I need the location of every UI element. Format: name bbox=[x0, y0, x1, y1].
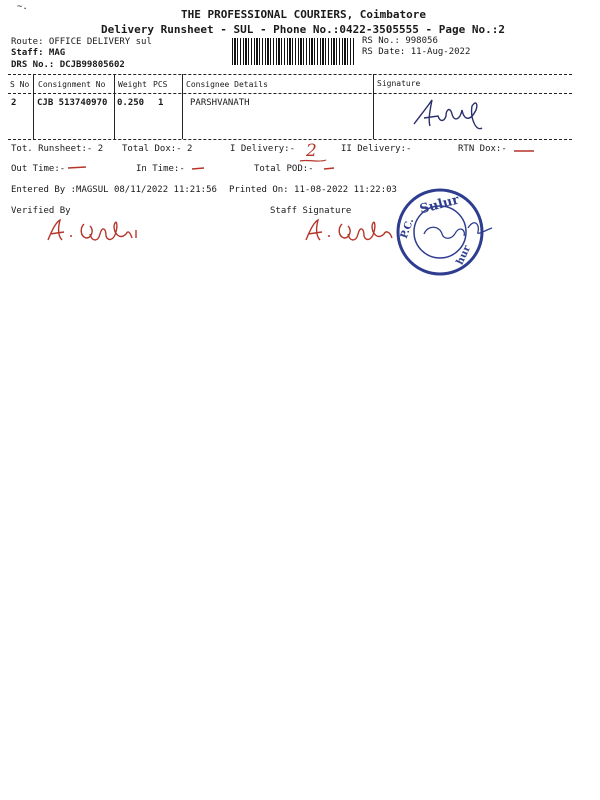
total-runsheet: Tot. Runsheet:- 2 bbox=[11, 144, 104, 154]
row-pcs: 1 bbox=[158, 98, 164, 108]
ii-delivery: II Delivery:- bbox=[341, 144, 412, 154]
i-delivery-value: 2 bbox=[306, 141, 317, 161]
row-consignee: PARSHVANATH bbox=[190, 98, 250, 108]
drs-number: DRS No.: DCJB99805602 bbox=[11, 60, 125, 70]
col-divider bbox=[33, 74, 34, 139]
receiver-signature bbox=[410, 96, 490, 138]
col-header-signature: Signature bbox=[377, 79, 421, 88]
out-time-dash bbox=[66, 165, 88, 171]
barcode bbox=[232, 38, 354, 65]
row-sno: 2 bbox=[11, 98, 17, 108]
entered-by: Entered By :MAGSUL 08/11/2022 11:21:56 bbox=[11, 185, 217, 195]
i-delivery: I Delivery:- bbox=[230, 144, 296, 154]
office-stamp bbox=[394, 188, 494, 278]
rtn-dox-dash bbox=[512, 148, 536, 154]
total-pod: Total POD:- bbox=[254, 164, 314, 174]
total-pod-dash bbox=[322, 166, 336, 172]
col-header-pcs: PCS bbox=[153, 80, 168, 89]
company-title: THE PROFESSIONAL COURIERS, Coimbatore bbox=[181, 8, 427, 21]
row-weight: 0.250 bbox=[117, 98, 145, 108]
col-divider bbox=[182, 74, 183, 139]
table-top-rule bbox=[8, 74, 572, 75]
col-header-sno: S No bbox=[10, 80, 30, 89]
staff-signature-label: Staff Signature bbox=[270, 206, 352, 216]
in-time: In Time:- bbox=[136, 164, 185, 174]
printed-on: Printed On: 11-08-2022 11:22:03 bbox=[229, 185, 397, 195]
table-header-rule bbox=[8, 93, 572, 94]
rs-date: RS Date: 11-Aug-2022 bbox=[362, 47, 471, 57]
total-dox: Total Dox:- 2 bbox=[122, 144, 193, 154]
verified-by-label: Verified By bbox=[11, 206, 71, 216]
col-header-consignment: Consignment No bbox=[38, 80, 106, 89]
corner-mark: ~. bbox=[17, 2, 28, 12]
col-divider bbox=[373, 74, 374, 139]
runsheet-subtitle: Delivery Runsheet - SUL - Phone No.:0422-3505555 - Page No.:2 bbox=[101, 23, 505, 36]
staff-text: Staff: MAG bbox=[11, 48, 66, 58]
staff-signature bbox=[302, 212, 402, 248]
rtn-dox: RTN Dox:- bbox=[458, 144, 507, 154]
col-divider bbox=[114, 74, 115, 139]
row-consignment: CJB 513740970 bbox=[37, 98, 108, 108]
out-time: Out Time:- bbox=[11, 164, 66, 174]
table-bottom-rule bbox=[8, 139, 572, 140]
stamp-right-text: hur bbox=[454, 243, 474, 267]
route-text: Route: OFFICE DELIVERY sul bbox=[11, 37, 152, 47]
stamp-left-text: P.C. bbox=[398, 217, 417, 241]
col-header-consignee: Consignee Details bbox=[186, 80, 268, 89]
in-time-dash bbox=[190, 166, 206, 172]
rs-number: RS No.: 998056 bbox=[362, 36, 438, 46]
stamp-top-text: Sulur bbox=[418, 192, 461, 218]
verified-signature bbox=[44, 212, 144, 248]
col-header-weight: Weight bbox=[118, 80, 147, 89]
